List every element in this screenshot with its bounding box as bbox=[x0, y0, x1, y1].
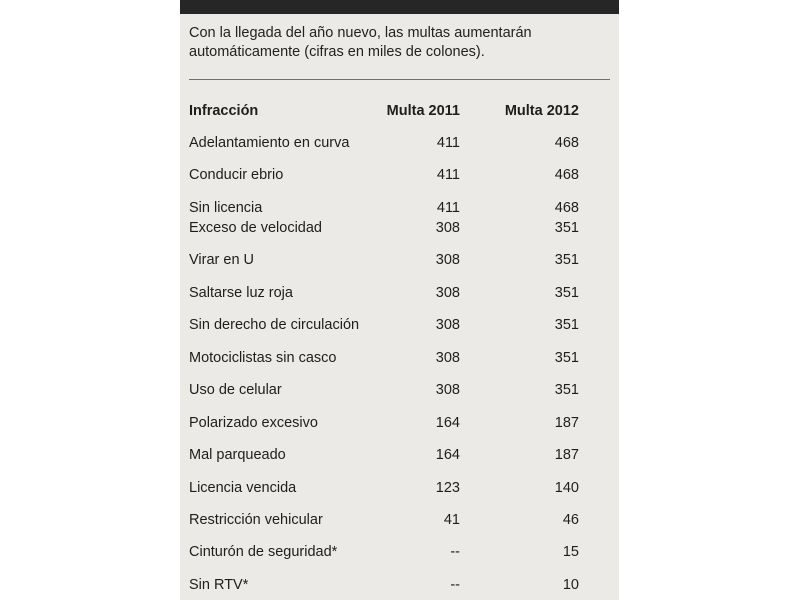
row-multa-2012: 10 bbox=[562, 577, 579, 593]
row-infraccion: Sin RTV* bbox=[189, 577, 249, 593]
table-row bbox=[189, 478, 609, 498]
row-multa-2011: 411 bbox=[436, 135, 460, 151]
row-multa-2011: 41 bbox=[443, 512, 460, 528]
row-infraccion: Exceso de velocidad bbox=[189, 220, 322, 236]
table-row bbox=[189, 348, 609, 368]
table-row bbox=[189, 218, 609, 238]
table-row bbox=[189, 380, 609, 400]
row-multa-2012: 187 bbox=[554, 415, 579, 431]
table-header bbox=[189, 101, 609, 121]
row-multa-2012: 468 bbox=[554, 167, 579, 183]
row-infraccion: Motociclistas sin casco bbox=[189, 350, 337, 366]
row-multa-2011: 308 bbox=[435, 350, 460, 366]
row-infraccion: Virar en U bbox=[189, 252, 255, 268]
row-infraccion: Restricción vehicular bbox=[189, 512, 323, 528]
top-bar bbox=[180, 0, 619, 14]
table-row bbox=[189, 575, 609, 595]
row-infraccion: Uso de celular bbox=[189, 382, 282, 398]
row-infraccion: Conducir ebrio bbox=[189, 167, 284, 183]
header-infraccion: Infracción bbox=[189, 103, 259, 119]
row-multa-2012: 351 bbox=[554, 252, 579, 268]
table-row bbox=[189, 315, 609, 335]
row-infraccion: Mal parqueado bbox=[189, 447, 286, 463]
row-infraccion: Cinturón de seguridad* bbox=[189, 544, 338, 560]
table-row bbox=[189, 250, 609, 270]
row-infraccion: Saltarse luz roja bbox=[189, 285, 293, 301]
row-multa-2011: 411 bbox=[436, 167, 460, 183]
row-multa-2011: -- bbox=[450, 577, 460, 593]
row-multa-2011: 411 bbox=[436, 200, 460, 216]
row-infraccion: Sin licencia bbox=[189, 200, 263, 216]
row-multa-2012: 468 bbox=[554, 135, 579, 151]
row-multa-2012: 140 bbox=[554, 480, 579, 496]
row-multa-2011: 308 bbox=[435, 317, 460, 333]
row-multa-2012: 351 bbox=[554, 220, 579, 236]
row-multa-2011: 308 bbox=[435, 382, 460, 398]
row-multa-2012: 15 bbox=[562, 544, 579, 560]
table-row bbox=[189, 413, 609, 433]
header-multa-2012: Multa 2012 bbox=[504, 103, 579, 119]
row-multa-2012: 351 bbox=[554, 382, 579, 398]
row-multa-2011: 308 bbox=[435, 220, 460, 236]
table-row bbox=[189, 283, 609, 303]
row-multa-2011: -- bbox=[450, 544, 460, 560]
row-multa-2011: 308 bbox=[435, 285, 460, 301]
row-infraccion: Licencia vencida bbox=[189, 480, 297, 496]
table-row bbox=[189, 542, 609, 562]
row-multa-2011: 164 bbox=[435, 447, 460, 463]
table-row bbox=[189, 165, 609, 185]
row-multa-2012: 351 bbox=[554, 317, 579, 333]
row-multa-2011: 308 bbox=[435, 252, 460, 268]
row-infraccion: Adelantamiento en curva bbox=[189, 135, 350, 151]
header-divider bbox=[189, 79, 610, 80]
intro-text: Con la llegada del año nuevo, las multas aumentarán automáticamente (cifras en miles de colones). bbox=[189, 25, 532, 60]
table-row bbox=[189, 445, 609, 465]
row-multa-2012: 351 bbox=[554, 285, 579, 301]
fines-panel bbox=[180, 0, 619, 600]
row-multa-2012: 46 bbox=[562, 512, 579, 528]
header-multa-2011: Multa 2011 bbox=[386, 103, 460, 119]
table-row bbox=[189, 133, 609, 153]
row-multa-2011: 164 bbox=[435, 415, 460, 431]
row-multa-2012: 468 bbox=[554, 200, 579, 216]
table-row bbox=[189, 510, 609, 530]
row-infraccion: Polarizado excesivo bbox=[189, 415, 318, 431]
row-infraccion: Sin derecho de circulación bbox=[189, 317, 360, 333]
row-multa-2012: 187 bbox=[554, 447, 579, 463]
row-multa-2012: 351 bbox=[554, 350, 579, 366]
table-row bbox=[189, 198, 609, 218]
row-multa-2011: 123 bbox=[435, 480, 460, 496]
